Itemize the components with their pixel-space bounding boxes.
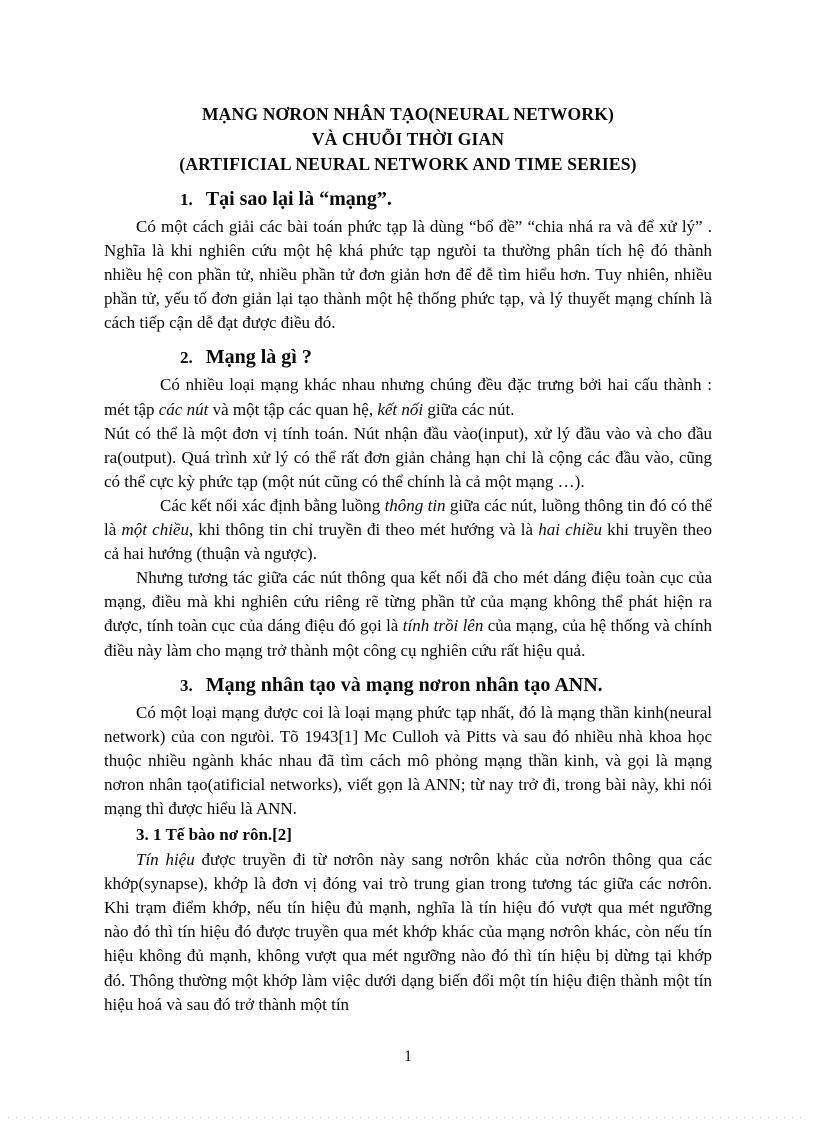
page-bottom-divider [8, 1117, 808, 1118]
italic-text-run: thông tin [384, 495, 446, 515]
text-run: Các kết nối xác định bằng luồng [160, 495, 385, 515]
text-run: Có một cách giải các bài toán phức tạp là dùng “bổ đề” “chia nhá ra và để xử lý” . Nghĩa là khi nghiên cứu một hệ khá phức tạp ngưòi ta thường phân tích hệ đó thành nhiều hệ con phần tử, nhiều phần tử đơn giản hơn để đễ tìm hiểu hơn. Tuy nhiên, nhiều phần tử, yếu tố đơn giản lại tạo thành một hệ thống phức tạp, và lý thuyết mạng chính là cách tiếp cận dễ đạt được điều đó. [104, 217, 712, 333]
text-run: Nút có thể là một đơn vị tính toán. Nút nhận đầu vào(input), xử lý đầu vào và cho đầu ra(output). Quá trình xử lý có thể rất đơn giản chảng hạn chỉ là cộng các đầu vào, cũng có thể cực kỳ phức tạp (một nút cũng có thể chính là cả một mạng …). [104, 423, 712, 491]
page-content [104, 102, 712, 1017]
paragraph [104, 848, 712, 1017]
title-line-2: VÀ CHUỖI THỜI GIAN [311, 129, 505, 149]
document-title [104, 102, 712, 177]
text-run: , khi thông tin chỉ truyền đi theo mét hướng và là [188, 520, 539, 540]
text-run: Nhưng tương tác giữa các nút thông qua kết nối đã cho mét dáng điệu toàn cục của mạng, điều mà khi nghiên cứu riêng rẽ từng phần tử của mạng không thể phát hiện ra được, tính toàn cục của dáng điệu đó gọi là [104, 568, 712, 636]
section-number: 2. [180, 348, 193, 368]
page-number: 1 [404, 1048, 412, 1065]
section-title-text: Mạng nhân tạo và mạng nơron nhân tạo ANN. [205, 673, 603, 696]
text-run: khi truyền theo cả hai hướng (thuận và ngược). [104, 520, 712, 564]
document-body [104, 187, 712, 1017]
paragraph [104, 494, 712, 566]
text-run: giữa các nút. [423, 399, 515, 419]
paragraph [104, 215, 712, 335]
text-run: và một tập các quan hệ, [208, 399, 378, 419]
text-run: Có nhiều loại mạng khác nhau nhưng chúng đều đặc trưng bởi hai cấu thành : mét tập [104, 375, 712, 419]
text-run: được truyền đi từ nơrôn này sang nơrôn khác của nơrôn thông qua các khớp(synapse), khớp là đơn vị đóng vai trò trung gian trong tương tác giữa các nơrôn. Khi trạm điểm khớp, nếu tín hiệu đủ mạnh, nghĩa là tín hiệu đó vượt qua mét ngưỡng nào đó thì tín hiệu đó được truyền qua mét khớp khác của mạng nơrôn khác, còn nếu tín hiệu không đủ mạnh, không vượt qua mét ngưỡng nào đó thì tín hiệu bị dừng tại khớp đó. Thông thường một khớp làm việc dưới dạng biến đổi một tín hiệu điện thành một tín hiệu hoá và sau đó trở thành một tín [104, 850, 712, 1014]
text-run: Có một loại mạng được coi là loại mạng phức tạp nhất, đó là mạng thần kinh(neural network) của con ngưòi. Tõ 1943[1] Mc Culloh và Pitts và sau đó nhiều nhà khoa học thuộc nhiều ngành khác nhau đã tìm cách mô phỏng mạng thần kinh, và gọi là mạng nơron nhân tạo(atificial networks), viết gọn là ANN; từ nay trở đi, trong bài này, khi nói mạng thì được hiểu là ANN. [104, 702, 712, 818]
paragraph [104, 422, 712, 494]
title-line-1: MẠNG NƠRON NHÂN TẠO(NEURAL NETWORK) [201, 104, 615, 124]
paragraph [104, 701, 712, 821]
section-number: 1. [180, 190, 193, 209]
text-run: giữa các nút, luồng thông tin đó có thể là [104, 495, 712, 540]
italic-text-run: một chiều [121, 520, 189, 540]
title-line-3: (ARTIFICIAL NEURAL NETWORK AND TIME SERIES) [179, 154, 637, 174]
section-heading [180, 673, 712, 698]
italic-text-run: các nút [158, 399, 209, 419]
italic-text-run: Tín hiệu [136, 850, 195, 870]
italic-text-run: hai chiều [538, 520, 602, 540]
paragraph [104, 566, 712, 662]
section-title-text: Mạng là gì ? [205, 346, 312, 369]
italic-text-run: kết nối [377, 399, 424, 419]
section-title-text: Tại sao lại là “mạng”. [205, 188, 392, 210]
section-heading [180, 187, 712, 212]
section-number: 3. [180, 675, 193, 695]
text-run: của mạng, của hệ thống và chính điều này làm cho mạng trở thành một công cụ nghiên cứu rất hiệu quả. [104, 616, 712, 660]
section-heading [180, 345, 712, 370]
subsection-heading: 3. 1 Tế bào nơ rôn.[2] [136, 825, 292, 845]
paragraph [104, 373, 712, 421]
italic-text-run: tính trồi lên [402, 616, 484, 636]
